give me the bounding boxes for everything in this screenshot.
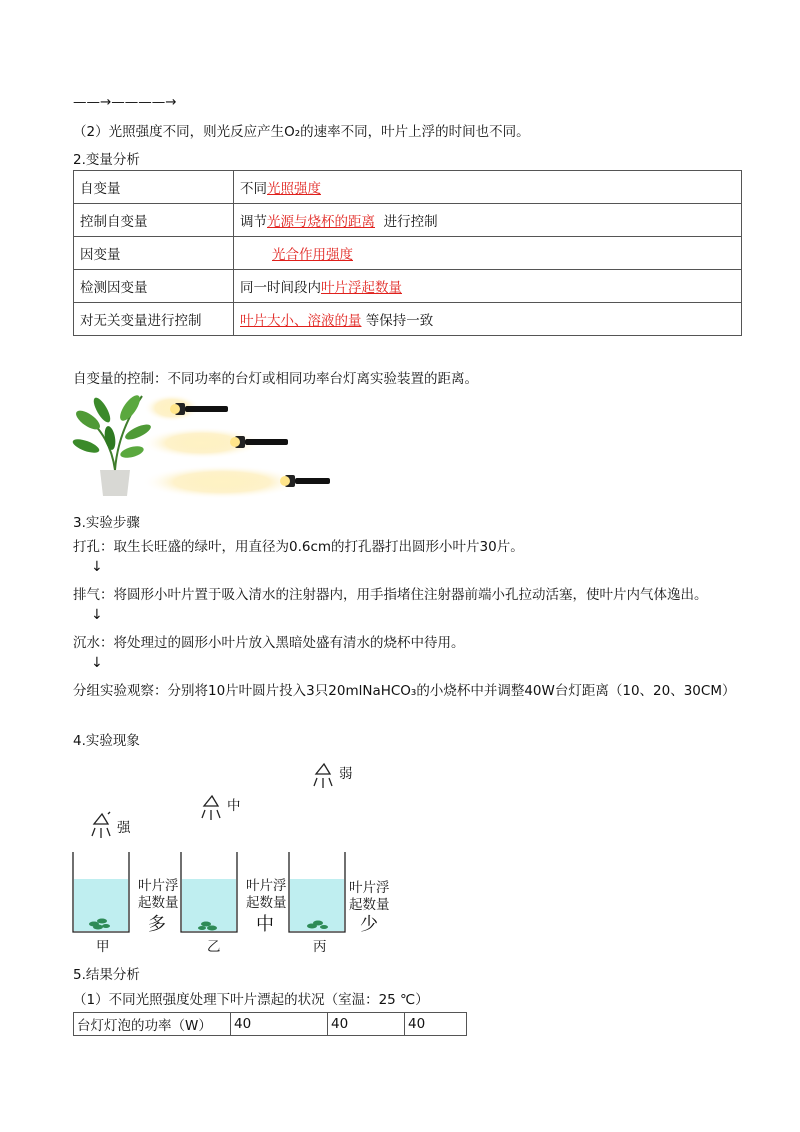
down-arrow-icon: ↓: [91, 607, 103, 623]
plant-lamp-illustration: [72, 388, 342, 500]
section-2-heading: 2.变量分析: [73, 152, 140, 168]
answer-text: 叶片大小、溶液的量: [240, 313, 362, 329]
amount-bing: 少: [360, 914, 378, 935]
table-row: [74, 1013, 467, 1036]
variable-table: [73, 170, 742, 336]
step-1: 打孔：取生长旺盛的绿叶，用直径为0.6cm的打孔器打出圆形小叶片30片。: [73, 539, 524, 555]
step-4: 分组实验观察：分别将10片叶圆片投入3只20mlNaHCO₃的小烧杯中并调整40W台灯距离（10、20、30CM）: [73, 683, 736, 699]
table-row: [74, 171, 742, 204]
section-4-heading: 4.实验现象: [73, 733, 140, 749]
table-row: [74, 270, 742, 303]
arrow-line: ——→————→: [73, 94, 177, 110]
table-row: [74, 204, 742, 237]
lamp-icon-weak: [314, 764, 332, 788]
lamp-label-medium: 中: [227, 798, 241, 814]
row-value: 叶片大小、溶液的量 等保持一致: [234, 303, 742, 336]
row-key: 对无关变量进行控制: [74, 303, 234, 336]
row-value: 不同光照强度: [234, 171, 742, 204]
section-5-heading: 5.结果分析: [73, 967, 140, 983]
lamp-label-weak: 弱: [339, 766, 353, 782]
step-2: 排气：将圆形小叶片置于吸入清水的注射器内，用手指堵住注射器前端小孔拉动活塞，使叶片内气体逸出。: [73, 587, 708, 603]
down-arrow-icon: ↓: [91, 559, 103, 575]
answer-text: 叶片浮起数量: [321, 280, 402, 296]
section-5-sub1: （1）不同光照强度处理下叶片漂起的状况（室温：25 ℃）: [73, 992, 429, 1008]
beaker-bing: [289, 852, 345, 932]
light-beam-3: [142, 465, 302, 499]
table-cell: 40: [231, 1013, 328, 1036]
row-value: 同一时间段内叶片浮起数量: [234, 270, 742, 303]
result-label-bing: 叶片浮 起数量: [349, 880, 390, 913]
amount-jia: 多: [148, 914, 166, 935]
beaker-label-bing: 丙: [313, 939, 327, 955]
row-key: 自变量: [74, 171, 234, 204]
row-key: 检测因变量: [74, 270, 234, 303]
row-key: 因变量: [74, 237, 234, 270]
lamp-label-strong: 强: [117, 820, 131, 836]
table-row: [74, 303, 742, 336]
lamp-icon-medium: [202, 796, 220, 820]
potted-plant-icon: [72, 392, 153, 496]
beaker-jia: [73, 852, 129, 932]
answer-text: 光源与烧杯的距离: [267, 214, 375, 230]
result-label-jia: 叶片浮 起数量: [138, 878, 179, 911]
table-header-cell: 台灯灯泡的功率（W）: [74, 1013, 231, 1036]
answer-text: 光照强度: [267, 181, 321, 197]
result-label-yi: 叶片浮 起数量: [246, 878, 287, 911]
flashlight-icon: [280, 475, 330, 487]
table-cell: 40: [328, 1013, 405, 1036]
table-row: [74, 237, 742, 270]
experiment-phenomenon-diagram: [66, 752, 406, 954]
point-2-text: （2）光照强度不同，则光反应产生O₂的速率不同，叶片上浮的时间也不同。: [73, 124, 530, 140]
lamp-icon-strong: [92, 812, 110, 838]
beaker-label-jia: 甲: [96, 939, 110, 955]
beaker-label-yi: 乙: [207, 939, 221, 955]
row-key: 控制自变量: [74, 204, 234, 237]
step-3: 沉水：将处理过的圆形小叶片放入黑暗处盛有清水的烧杯中待用。: [73, 635, 465, 651]
result-table: [73, 1012, 467, 1036]
amount-yi: 中: [256, 914, 274, 935]
beaker-yi: [181, 852, 237, 932]
row-value: [234, 237, 742, 270]
row-value: 调节光源与烧杯的距离 进行控制: [234, 204, 742, 237]
answer-text: 光合作用强度: [272, 247, 353, 263]
section-3-heading: 3.实验步骤: [73, 515, 140, 531]
table-cell: 40: [405, 1013, 467, 1036]
down-arrow-icon: ↓: [91, 655, 103, 671]
control-note: 自变量的控制：不同功率的台灯或相同功率台灯离实验装置的距离。: [73, 371, 478, 387]
